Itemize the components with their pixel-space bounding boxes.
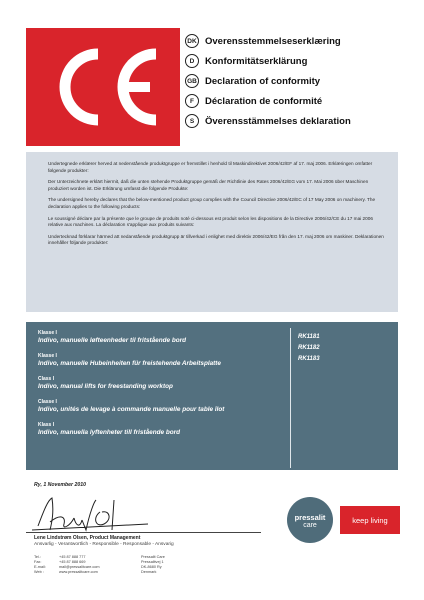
product-name: Indivo, unités de levage à commande manuelle pour table îlot xyxy=(38,406,225,413)
products-panel xyxy=(26,322,398,470)
contact-row xyxy=(34,570,165,575)
contact-label: E-mail: xyxy=(34,565,46,569)
product-name: Indivo, manuelle løfteenheder til fritstående bord xyxy=(38,337,187,344)
declaration-titles xyxy=(185,31,351,131)
contact-label: Web : xyxy=(34,570,44,574)
country-code-badge: GB xyxy=(185,74,199,88)
product-list xyxy=(38,330,284,445)
contact-label: Tel.: xyxy=(34,555,41,559)
logo-subtext: care xyxy=(303,522,317,529)
contact-value: +45 87 888 669 xyxy=(59,560,86,564)
product-item xyxy=(38,376,284,391)
contact-value: mail@pressalitcare.com xyxy=(59,565,100,569)
declaration-paragraph: The undersigned hereby declares that the below-mentioned product group complies with the Council Directive 2006/42/EC of 17 May 2006 on machinery. The declaration applies to the following products: xyxy=(48,197,376,209)
product-class: Klasse I xyxy=(38,353,57,359)
product-codes xyxy=(298,332,320,365)
title-row xyxy=(185,91,351,111)
panel-divider xyxy=(290,328,291,468)
signer-name: Lene Lindstrøm Olsen, Product Management xyxy=(34,535,141,541)
declaration-panel xyxy=(26,152,398,312)
product-code: RK1182 xyxy=(298,345,320,351)
ce-mark xyxy=(26,28,180,146)
country-code-badge: F xyxy=(185,94,199,108)
title-text: Överensstämmelses deklaration xyxy=(205,115,351,127)
contact-address: Pressalit Care xyxy=(141,555,165,559)
product-item xyxy=(38,353,284,368)
product-item xyxy=(38,330,284,345)
handwritten-signature xyxy=(30,492,150,532)
product-code: RK1183 xyxy=(298,356,320,362)
signature-line xyxy=(26,532,261,533)
title-text: Déclaration de conformité xyxy=(205,95,323,107)
title-row xyxy=(185,31,351,51)
product-name: Indivo, manuella lyftenheter till fristående bord xyxy=(38,429,181,436)
declaration-paragraph: Der Unterzeichnete erklärt hiermit, daß die unten stehende Produktgruppe gemäß der Richtlinie des Rates 2006/42/EG vom 17. Mai 2006 über Maschinen produziert worden ist. Die Erklärung umfasst die folgende Produkte: xyxy=(48,179,369,191)
country-code-badge: S xyxy=(185,114,199,128)
title-text: Declaration of conformity xyxy=(205,75,321,87)
contact-value: +45 87 888 777 xyxy=(59,555,86,559)
product-class: Klass I xyxy=(38,422,55,428)
title-text: Overensstemmelseserklæring xyxy=(205,35,341,47)
ce-mark-icon xyxy=(26,28,180,146)
contact-address: Pressalitvej 1 xyxy=(141,560,164,564)
product-class: Class I xyxy=(38,376,55,382)
contact-label: Fax: xyxy=(34,560,42,564)
pressalit-care-logo xyxy=(287,497,333,543)
product-class: Klasse I xyxy=(38,330,57,336)
product-code: RK1181 xyxy=(298,334,320,340)
contact-value: www.pressalitcare.com xyxy=(59,570,98,574)
country-code-badge: D xyxy=(185,54,199,68)
logo-text: pressalit xyxy=(294,513,326,522)
product-item xyxy=(38,399,284,414)
keep-living-badge: keep living xyxy=(340,506,400,534)
title-text: Konformitätserklärung xyxy=(205,55,308,67)
signature-date: Ry, 1 November 2010 xyxy=(34,482,86,488)
contact-block xyxy=(34,555,165,575)
declaration-paragraph: Undertecknad förklarar härmed att nedanstående produktgrupp är tillverkad i enlighet med direktiv 2006/42/EG från den 17. maj 2006 om maskiner. Deklarationen innehåller följande produkter: xyxy=(48,233,384,246)
country-code-badge: DK xyxy=(185,34,199,48)
declaration-paragraph: Le soussigné déclare par la présente que le groupe de produits noté ci-dessous est produit selon les dispositions de la Directive 2006/42/CE du 17 mai 2006 relative aux machines. La déclaration s'applique aux produits suivants: xyxy=(48,215,373,228)
product-item xyxy=(38,422,284,437)
signer-roles: Ansvarlig - Verantwortlich - Responsible - Responsable - Ansvarig xyxy=(34,542,174,547)
product-name: Indivo, manual lifts for freestanding worktop xyxy=(38,383,173,390)
title-row xyxy=(185,111,351,131)
contact-address: Denmark xyxy=(141,570,157,574)
declaration-paragraph: Undertegnede erklærer herved at nedenstående produktgruppe er fremstillet i henhold til Maskindirektivet 2006/42/EF af 17. maj 2006. Erklæringen omfatter følgende produkter: xyxy=(48,161,373,173)
title-row xyxy=(185,71,351,91)
title-row xyxy=(185,51,351,71)
contact-address: DK-8680 Ry xyxy=(141,565,162,569)
product-name: Indivo, manuelle Hubeinheiten für freistehende Arbeitsplatte xyxy=(38,360,221,367)
product-class: Classe I xyxy=(38,399,57,405)
